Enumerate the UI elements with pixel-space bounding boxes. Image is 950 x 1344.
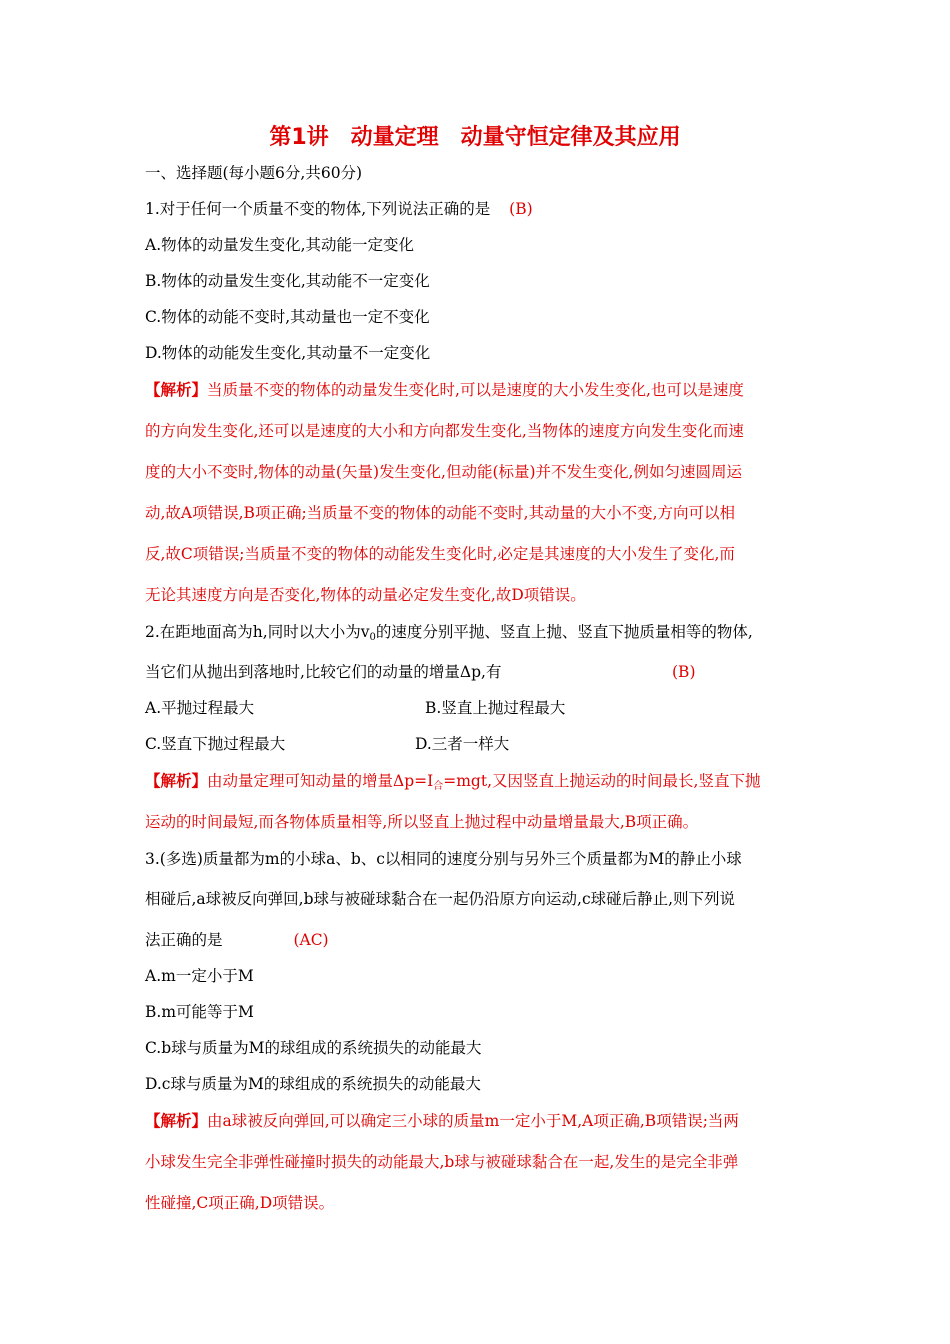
question-3-option-d: D.c球与质量为M的球组成的系统损失的动能最大 [145,1075,481,1093]
section-heading: 一、选择题(每小题6分,共60分) [145,164,363,182]
question-1-text: 1.对于任何一个质量不变的物体,下列说法正确的是 [145,200,491,218]
question-1-analysis-line-1 [145,380,744,400]
question-2-option-a: A.平抛过程最大 [145,699,255,717]
question-1-analysis-line-6: 无论其速度方向是否变化,物体的动量必定发生变化,故D项错误。 [145,586,586,604]
question-2-stem-line-1 [145,622,753,648]
question-2-answer: (B) [672,663,696,681]
question-1-analysis-line-4: 动,故A项错误,B项正确;当质量不变的物体的动能不变时,其动量的大小不变,方向可以相 [145,504,736,522]
question-2-option-c: C.竖直下抛过程最大 [145,735,286,753]
question-2-stem-line-2 [145,662,501,682]
analysis-text: =mgt,又因竖直上抛运动的时间最长,竖直下抛 [443,772,761,790]
question-3-analysis-line-2: 小球发生完全非弹性碰撞时损失的动能最大,b球与被碰球黏合在一起,发生的是完全非弹 [145,1153,739,1171]
subscript: 0 [369,632,376,643]
question-2-text-part: 的速度分别平抛、竖直上抛、竖直下抛质量相等的物体, [375,623,753,641]
question-1-option-d: D.物体的动能发生变化,其动量不一定变化 [145,344,431,362]
question-1-option-c: C.物体的动能不变时,其动量也一定不变化 [145,308,430,326]
question-3-option-b: B.m可能等于M [145,1003,254,1021]
question-3-stem-line-3 [145,930,329,950]
question-3-option-c: C.b球与质量为M的球组成的系统损失的动能最大 [145,1039,482,1057]
question-3-option-a: A.m一定小于M [145,967,254,985]
subscript: 合 [433,781,444,792]
question-1-analysis-line-2: 的方向发生变化,还可以是速度的大小和方向都发生变化,当物体的速度方向发生变化而速 [145,422,744,440]
question-2-text-part: 2.在距地面高为h,同时以大小为v [145,623,370,641]
analysis-tag: 【解析】 [145,380,208,399]
question-2-option-d: D.三者一样大 [415,735,510,753]
question-2-option-b: B.竖直上抛过程最大 [425,699,566,717]
question-3-analysis-line-3: 性碰撞,C项正确,D项错误。 [145,1194,335,1212]
analysis-text: 由动量定理可知动量的增量Δp=I [207,772,434,790]
question-1-answer: (B) [509,200,533,218]
question-2-analysis-line-2: 运动的时间最短,而各物体质量相等,所以竖直上抛过程中动量增量最大,B项正确。 [145,813,699,831]
question-1-option-a: A.物体的动量发生变化,其动能一定变化 [145,236,415,254]
question-2-text: 当它们从抛出到落地时,比较它们的动量的增量Δp,有 [145,663,502,681]
page-title: 第1讲 动量定理 动量守恒定律及其应用 [269,125,681,150]
question-3-analysis-line-1 [145,1111,739,1131]
question-3-text: 法正确的是 [145,931,223,949]
question-3-answer: (AC) [293,931,329,949]
question-3-stem-line-2: 相碰后,a球被反向弹回,b球与被碰球黏合在一起仍沿原方向运动,c球碰后静止,则下列说 [145,890,736,908]
question-1-analysis-line-5: 反,故C项错误;当质量不变的物体的动能发生变化时,必定是其速度的大小发生了变化,而 [145,545,735,563]
question-1-analysis-line-3: 度的大小不变时,物体的动量(矢量)发生变化,但动能(标量)并不发生变化,例如匀速圆周运 [145,463,742,481]
analysis-tag: 【解析】 [145,771,208,790]
question-2-analysis-line-1 [145,771,760,797]
analysis-tag: 【解析】 [145,1111,208,1130]
question-1-stem [145,199,533,219]
question-1-option-b: B.物体的动量发生变化,其动能不一定变化 [145,272,430,290]
analysis-text: 由a球被反向弹回,可以确定三小球的质量m一定小于M,A项正确,B项错误;当两 [207,1112,739,1130]
analysis-text: 当质量不变的物体的动量发生变化时,可以是速度的大小发生变化,也可以是速度 [207,381,744,399]
question-3-stem-line-1: 3.(多选)质量都为m的小球a、b、c以相同的速度分别与另外三个质量都为M的静止小球 [145,850,742,868]
